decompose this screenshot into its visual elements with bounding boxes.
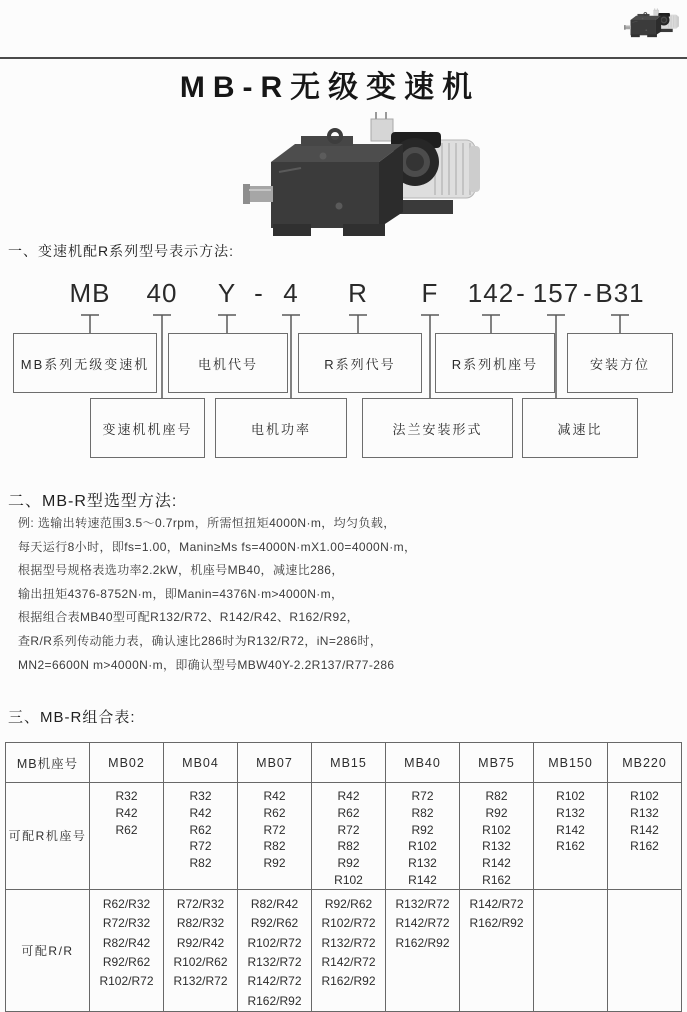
table-cell-value: R62 [337,805,360,820]
table-cell-value: R142 [630,822,659,837]
gear-motor-thumbnail-image [624,6,682,40]
table-cell-value: R82 [189,856,212,871]
table-cell-value: R62/R32 [102,896,151,911]
table-cell-value: R82/R32 [176,916,225,931]
table-cell-value: R102 [482,822,511,837]
combination-table [5,742,682,1012]
code-part: 40 [146,278,178,308]
table-cell-value: R32 [189,789,212,803]
table-cell-value: R132/R72 [173,974,228,989]
code-meaning-box: 法兰安装形式 [362,398,513,458]
table-cell-value: R62 [263,805,286,820]
table-cell [90,783,164,890]
table-cell-value: R92 [337,856,360,871]
code-meaning-box: 变速机机座号 [90,398,205,458]
table-cell-value: R42 [337,789,360,803]
table-cell [238,783,312,890]
table-cell-value: R92 [263,856,286,871]
code-part: MB [69,278,111,308]
model-code-diagram [0,270,687,475]
code-part: - [516,278,526,308]
table-cell-value: R72 [337,822,360,837]
code-part: 157 [532,278,580,308]
code-meaning-box: R系列代号 [298,333,422,393]
table-cell-value: R162/R92 [247,993,302,1008]
table-cell-value: R142 [408,872,437,887]
table-cell-value: R132/R72 [395,896,450,911]
table-cell-value: R32 [115,789,138,803]
table-header-cell: MB220 [608,743,682,783]
table-cell-value: R72/R32 [176,896,225,911]
combination-table-wrap [5,742,682,1012]
table-cell [534,783,608,890]
table-cell-value: R102/R72 [99,974,154,989]
table-header-cell: MB02 [90,743,164,783]
table-cell [386,889,460,1011]
table-cell-value: R72 [263,822,286,837]
section3-heading: 三、MB-R组合表: [8,709,136,726]
table-cell [90,889,164,1011]
table-cell-value: R72/R32 [102,916,151,931]
table-cell-value: R102 [630,789,659,803]
code-part: 4 [283,278,299,308]
page-title: MB-R无级变速机 [179,71,481,104]
table-cell-value: R82/R42 [250,896,299,911]
table-cell-value: R142/R72 [469,896,524,911]
table-row-label: 可配R/R [6,889,90,1011]
table-cell-value: R162 [630,839,659,854]
example-text-line: 查R/R系列传动能力表，确认速比286时为R132/R72，iN=286时， [18,633,383,648]
table-cell-value: R92 [485,805,508,820]
table-header-cell: MB75 [460,743,534,783]
table-cell-value: R92/R62 [250,916,299,931]
table-cell-value: R132 [556,805,585,820]
table-cell [460,783,534,890]
example-text-line: 每天运行8小时，即fs=1.00，Manin≥Ms fs=4000N·mX1.00=4000N·m， [18,539,417,554]
table-cell-value: R82 [337,839,360,854]
code-part: R [348,278,368,308]
table-cell-value: R82 [263,839,286,854]
section2-heading: 二、MB-R型选型方法: [8,493,178,510]
code-meaning-box: 电机功率 [215,398,347,458]
table-cell [608,783,682,890]
table-row-label: 可配R机座号 [6,783,90,890]
example-text-line: 输出扭矩4376-8752N·m，即Manin=4376N·m>4000N·m， [18,586,344,601]
table-cell-value: R132/R72 [321,935,376,950]
table-cell [238,889,312,1011]
code-meaning-box: 安装方位 [567,333,673,393]
table-cell-value: R92/R42 [176,935,225,950]
table-cell-value: R142/R72 [395,916,450,931]
section1-heading: 一、变速机配R系列型号表示方法: [8,243,234,259]
table-header-cell: MB04 [164,743,238,783]
table-cell-value: R92/R62 [102,955,151,969]
table-cell-value: R132 [630,805,659,820]
table-cell-value: R162/R92 [321,974,376,989]
code-part: 142 [467,278,515,308]
code-meaning-box: 减速比 [522,398,638,458]
table-cell-value: R142 [556,822,585,837]
table-cell-value: R42 [115,805,138,820]
table-cell [608,889,682,1011]
table-header-cell: MB15 [312,743,386,783]
table-cell [164,783,238,890]
table-cell [460,889,534,1011]
table-cell-value: R132 [482,839,511,854]
table-cell-value: R162 [556,839,585,854]
code-part: Y [217,278,237,308]
table-cell-value: R92/R62 [324,896,373,911]
table-cell-value: R82 [411,805,434,820]
table-cell-value: R142/R72 [247,974,302,989]
code-part: B31 [595,278,645,308]
table-cell-value: R102/R72 [247,935,302,950]
example-text-line: 根据型号规格表选功率2.2kW，机座号MB40，减速比286， [18,563,344,578]
table-cell [534,889,608,1011]
table-cell-value: R92 [411,822,434,837]
table-header-cell: MB150 [534,743,608,783]
table-cell-value: R72 [411,789,434,803]
code-meaning-box: MB系列无级变速机 [13,333,157,393]
code-part: - [254,278,264,308]
table-cell-value: R162/R92 [469,916,524,931]
code-meaning-box: 电机代号 [168,333,288,393]
table-cell-value: R142 [482,856,511,871]
table-cell-value: R82 [485,789,508,803]
code-part: F [421,278,439,308]
code-meaning-box: R系列机座号 [435,333,555,393]
example-text-line: 例: 选输出转速范围3.5～0.7rpm，所需恒扭矩4000N·m，均匀负载， [18,516,396,530]
table-cell-value: R42 [263,789,286,803]
table-cell-value: R142/R72 [321,955,376,969]
table-header-cell: MB07 [238,743,312,783]
table-cell-value: R42 [189,805,212,820]
table-cell-value: R162/R92 [395,935,450,950]
table-cell-value: R132 [408,856,437,871]
table-cell-value: R62 [189,822,212,837]
table-cell-value: R102 [556,789,585,803]
gear-motor-photo [243,110,493,240]
table-cell-value: R102 [408,839,437,854]
table-cell [312,783,386,890]
example-text-line: MN2=6600N m>4000N·m，即确认型号MBW40Y-2.2R137/R77-286 [18,657,395,672]
table-header-cell: MB40 [386,743,460,783]
table-cell-value: R82/R42 [102,935,151,950]
example-text-line: 根据组合表MB40型可配R132/R72、R142/R42、R162/R92， [18,610,360,625]
table-cell-value: R102/R72 [321,916,376,931]
table-cell [312,889,386,1011]
table-cell-value: R72 [189,839,212,854]
table-cell [164,889,238,1011]
code-part: - [583,278,593,308]
table-cell-value: R132/R72 [247,955,302,969]
selection-example [18,512,678,677]
table-cell-value: R162 [482,872,511,887]
table-cell [386,783,460,890]
table-cell-value: R102/R62 [173,955,228,969]
header-rule [0,57,687,59]
table-cell-value: R62 [115,822,138,837]
table-header-cell: MB机座号 [6,743,90,783]
table-cell-value: R102 [334,872,363,887]
